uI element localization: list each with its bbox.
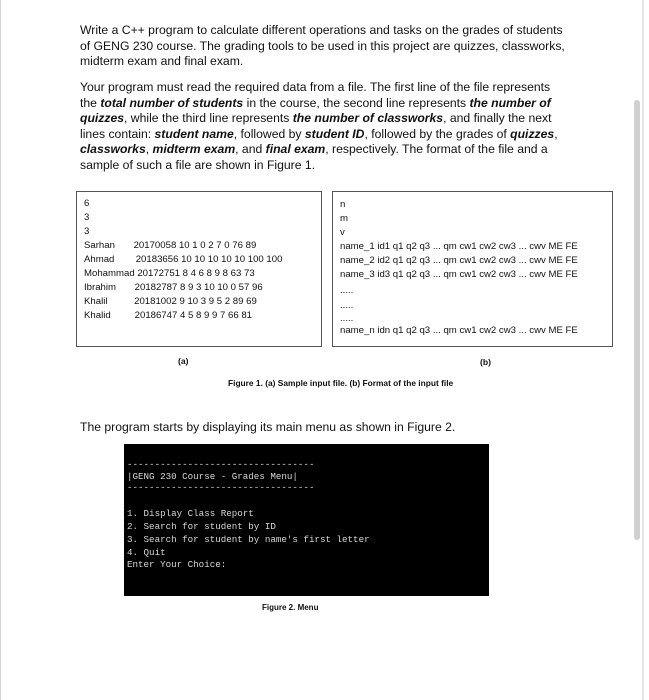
format-line: ..... <box>340 313 354 324</box>
text-line: lines contain: student name, followed by student ID, followed by the grades of quizzes, <box>80 126 558 141</box>
figure-label-b: (b) <box>480 357 491 367</box>
terminal-line: 2. Search for student by ID <box>127 521 276 532</box>
format-line: m <box>340 213 348 224</box>
sample-line: Khalid 20186747 4 5 8 9 9 7 66 81 <box>84 310 253 321</box>
terminal-menu <box>124 444 489 596</box>
text-line: sample of such a file are shown in Figure 1. <box>80 157 316 172</box>
text-line: Write a C++ program to calculate different operations and tasks on the grades of students <box>80 23 563 37</box>
sample-line: 6 <box>84 198 90 209</box>
sample-line: 3 <box>84 212 90 223</box>
format-line: name_2 id2 q1 q2 q3 ... qm cw1 cw2 cw3 ... cwv ME FE <box>340 255 578 266</box>
format-line: ..... <box>340 300 354 311</box>
page-edge-right <box>642 0 644 700</box>
sample-line: Khalil 20181002 9 10 3 9 5 2 89 69 <box>84 296 257 307</box>
format-line: name_n idn q1 q2 q3 ... qm cw1 cw2 cw3 ... cwv ME FE <box>340 325 578 336</box>
format-line: name_3 id3 q1 q2 q3 ... qm cw1 cw2 cw3 ... cwv ME FE <box>340 269 578 280</box>
text-line: Your program must read the required data from a file. The first line of the file represents <box>80 80 551 94</box>
terminal-line: 1. Display Class Report <box>127 508 254 519</box>
menu-intro-text: The program starts by displaying its main menu as shown in Figure 2. <box>80 420 456 434</box>
text-line: of GENG 230 course. The grading tools to be used in this project are quizzes, classworks, <box>80 38 565 53</box>
page-edge-left <box>0 0 1 700</box>
input-format-box <box>332 191 613 347</box>
terminal-line: |GENG 230 Course - Grades Menu| <box>127 471 298 482</box>
format-line: v <box>340 227 345 238</box>
text-line: quizzes, while the third line represents the number of classworks, and finally the next <box>80 111 552 126</box>
sample-line: Ibrahim 20182787 8 9 3 10 10 0 57 96 <box>84 282 263 293</box>
terminal-line: Enter Your Choice: <box>127 559 227 570</box>
sample-line: Mohammad 20172751 8 4 6 8 9 8 63 73 <box>84 268 255 279</box>
figure-label-a: (a) <box>178 356 189 366</box>
sample-input-file-box <box>76 191 322 347</box>
terminal-line: 3. Search for student by name's first letter <box>127 534 370 545</box>
format-line: n <box>340 199 346 210</box>
text-line: midterm exam and final exam. <box>80 54 244 69</box>
sample-line: Sarhan 20170058 10 1 0 2 7 0 76 89 <box>84 240 257 251</box>
figure2-caption: Figure 2. Menu <box>262 603 319 612</box>
sample-line: Ahmad 20183656 10 10 10 10 10 100 100 <box>84 254 283 265</box>
text-line: classworks, midterm exam, and final exam, respectively. The format of the file and a <box>80 142 548 157</box>
scrollbar-thumb[interactable] <box>634 100 640 540</box>
terminal-line: ---------------------------------- <box>127 482 315 493</box>
format-line: ..... <box>340 285 354 296</box>
terminal-line: 4. Quit <box>127 547 166 558</box>
format-line: name_1 id1 q1 q2 q3 ... qm cw1 cw2 cw3 ... cwv ME FE <box>340 241 578 252</box>
sample-line: 3 <box>84 226 90 237</box>
figure1-caption: Figure 1. (a) Sample input file. (b) Format of the input file <box>228 378 454 388</box>
paragraph-file-format <box>80 80 578 174</box>
terminal-line: ---------------------------------- <box>127 459 315 470</box>
text-line: the total number of students in the course, the second line represents the number of <box>80 95 551 110</box>
paragraph-intro <box>80 23 578 70</box>
